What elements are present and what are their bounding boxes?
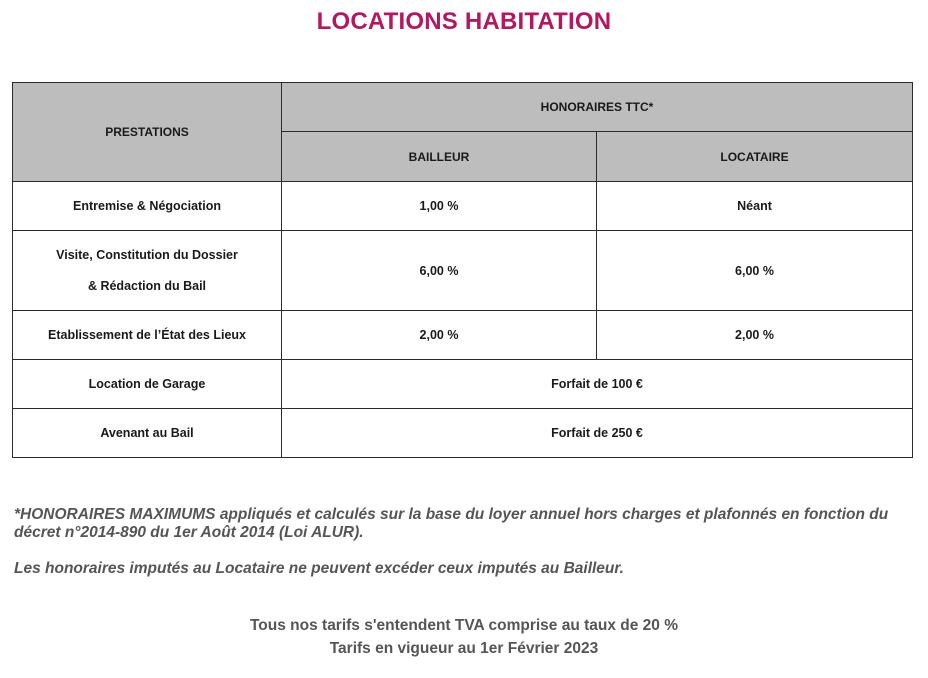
table-row (13, 409, 913, 458)
forfait-cell: Forfait de 100 € (282, 360, 913, 409)
prestation-line-2: & Rédaction du Bail (87, 278, 207, 293)
prestation-cell (13, 231, 282, 311)
table-row (13, 231, 913, 311)
footer-tva: Tous nos tarifs s'entendent TVA comprise au taux de 20 % (249, 617, 679, 634)
locataire-cell: 6,00 % (597, 231, 913, 311)
header-prestations: PRESTATIONS (13, 83, 282, 182)
header-honoraires: HONORAIRES TTC* (282, 83, 913, 132)
footer-block (0, 614, 928, 660)
locataire-cell: Néant (597, 182, 913, 231)
table-row (13, 360, 913, 409)
notes-block (14, 506, 914, 578)
prestation-line-1: Visite, Constitution du Dossier (56, 247, 238, 262)
table-header-row (13, 83, 913, 132)
bailleur-cell: 1,00 % (282, 182, 597, 231)
bailleur-cell: 6,00 % (282, 231, 597, 311)
prestation-cell: Entremise & Négociation (13, 182, 282, 231)
prestation-cell: Etablissement de l’État des Lieux (13, 311, 282, 360)
prestation-cell: Location de Garage (13, 360, 282, 409)
bailleur-cell: 2,00 % (282, 311, 597, 360)
forfait-cell: Forfait de 250 € (282, 409, 913, 458)
table-row (13, 311, 913, 360)
locataire-cell: 2,00 % (597, 311, 913, 360)
page-title: LOCATIONS HABITATION (316, 8, 612, 35)
fees-table (12, 82, 913, 458)
note-honoraires-maximums: *HONORAIRES MAXIMUMS appliqués et calculés sur la base du loyer annuel hors charges et plafonnés en fonction du décret n°2014-890 du 1er Août 2014 (Loi ALUR). (14, 506, 889, 541)
prestation-cell: Avenant au Bail (13, 409, 282, 458)
footer-date: Tarifs en vigueur au 1er Février 2023 (329, 640, 599, 657)
header-bailleur: BAILLEUR (282, 132, 597, 182)
note-locataire-limit: Les honoraires imputés au Locataire ne peuvent excéder ceux imputés au Bailleur. (14, 560, 624, 577)
header-locataire: LOCATAIRE (597, 132, 913, 182)
table-row (13, 182, 913, 231)
